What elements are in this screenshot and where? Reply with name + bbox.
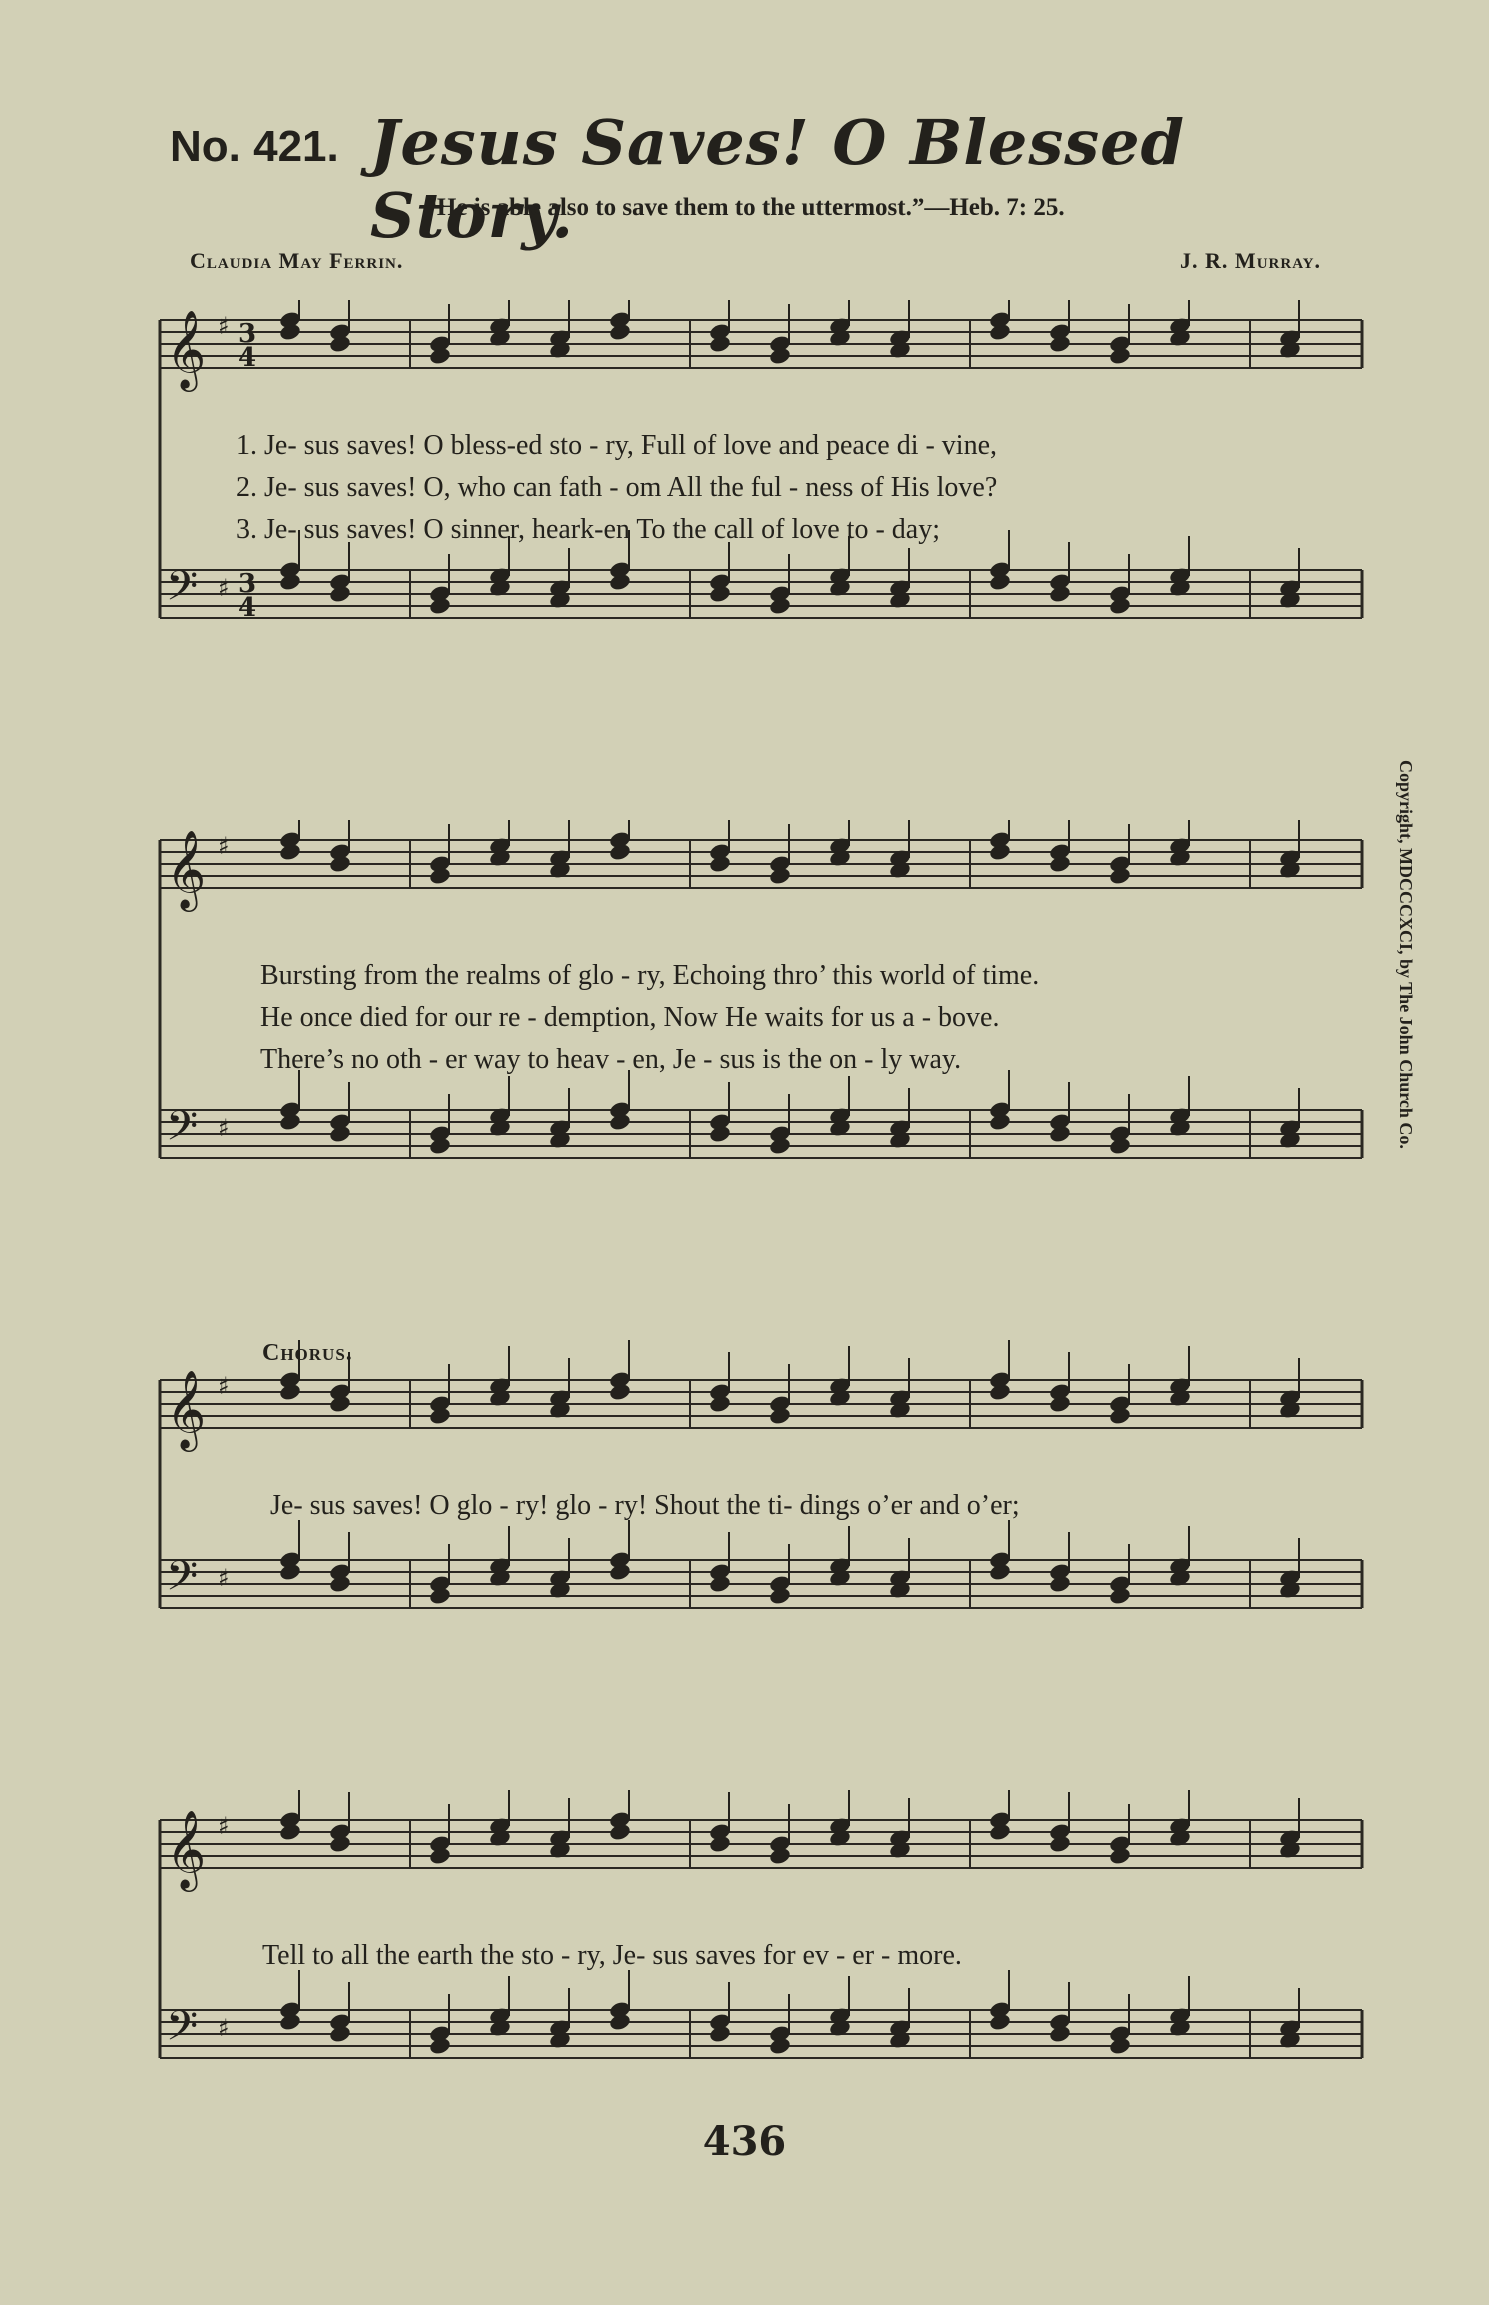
lyric-line-chorus-2: Tell to all the earth the sto - ry, Je- sus saves for ev - er - more.	[262, 1940, 962, 1971]
bass-clef-icon: 𝄢	[166, 1102, 199, 1160]
lyric-line-verse-2: 2. Je- sus saves! O, who can fath - om All the ful - ness of His love?	[236, 472, 998, 503]
bass-clef-icon: 𝄢	[166, 1552, 199, 1610]
time-signature-bottom: 4	[238, 343, 257, 373]
bass-clef-icon: 𝄢	[166, 562, 199, 620]
lyric-line-verse-3: 3. Je- sus saves! O sinner, heark-en To the call of love to - day;	[236, 514, 940, 545]
treble-clef-icon: 𝄞	[166, 1810, 207, 1889]
hymn-number: No. 421.	[170, 122, 339, 171]
copyright-notice: Copyright, MDCCCXCI, by The John Church Co.	[1396, 760, 1416, 1149]
key-signature-sharp: ♯	[218, 1812, 230, 1840]
key-signature-sharp: ♯	[218, 832, 230, 860]
treble-clef-icon: 𝄞	[166, 310, 207, 389]
chorus-label: Chorus.	[262, 1340, 353, 1366]
treble-clef-icon: 𝄞	[166, 1370, 207, 1449]
composer-credit: J. R. Murray.	[1180, 248, 1321, 273]
time-signature-top: 3	[238, 319, 257, 349]
key-signature-sharp: ♯	[218, 2014, 230, 2042]
page-number: 436	[702, 2118, 787, 2165]
bass-clef-icon: 𝄢	[166, 2002, 199, 2060]
music-system-2	[140, 820, 1380, 1220]
lyric-line-verse-2: He once died for our re - demption, Now He waits for us a - bove.	[260, 1002, 1000, 1033]
author-credit: Claudia May Ferrin.	[190, 248, 404, 273]
time-signature-bottom: 4	[238, 593, 257, 623]
hymn-title: Jesus Saves! O Blessed Story.	[370, 106, 1185, 252]
lyric-line-chorus-1: Je- sus saves! O glo - ry! glo - ry! Shout the ti- dings o’er and o’er;	[270, 1490, 1020, 1521]
music-system-4	[140, 1790, 1380, 2110]
lyric-line-verse-3: There’s no oth - er way to heav - en, Je - sus is the on - ly way.	[260, 1044, 962, 1075]
scripture-reference: “He is able also to save them to the uttermost.”—Heb. 7: 25.	[424, 194, 1065, 221]
key-signature-sharp: ♯	[218, 1564, 230, 1592]
music-system-3-chorus	[140, 1340, 1380, 1670]
key-signature-sharp: ♯	[218, 312, 230, 340]
key-signature-sharp: ♯	[218, 1372, 230, 1400]
key-signature-sharp: ♯	[218, 1114, 230, 1142]
time-signature-top: 3	[238, 569, 257, 599]
lyric-line-verse-1: Bursting from the realms of glo - ry, Echoing thro’ this world of time.	[260, 960, 1040, 991]
music-system-1	[140, 300, 1380, 680]
lyric-line-verse-1: 1. Je- sus saves! O bless-ed sto - ry, Full of love and peace di - vine,	[236, 430, 998, 461]
key-signature-sharp: ♯	[218, 574, 230, 602]
treble-clef-icon: 𝄞	[166, 830, 207, 909]
